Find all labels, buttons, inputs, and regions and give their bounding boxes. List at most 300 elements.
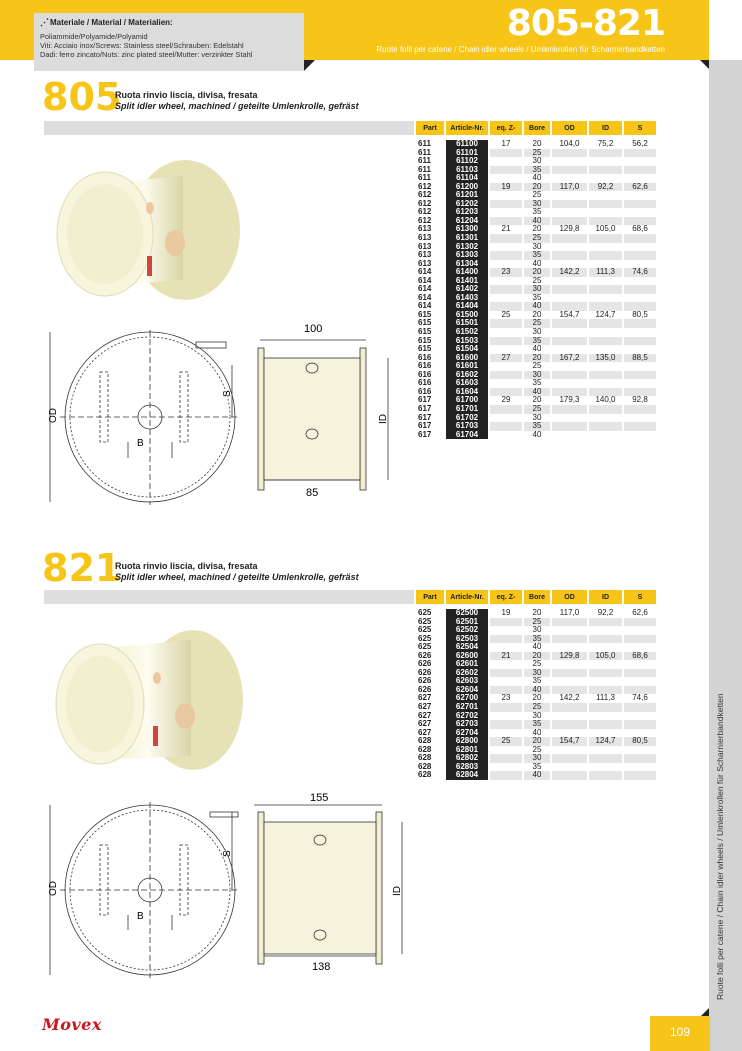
sidebar: [709, 60, 742, 1051]
bore-cell: 35: [532, 207, 542, 217]
od-cell: [552, 371, 587, 380]
sidebar-text: Ruote folli per catene / Chain idler wheels / Umlenkrollen für Scharnierbandketten: [715, 693, 725, 1000]
article-cell: 61503: [446, 337, 488, 346]
article-cell: 61702: [446, 414, 488, 423]
id-cell: [589, 379, 622, 388]
s-cell: [624, 771, 656, 780]
bore-cell: 35: [524, 720, 550, 729]
id-cell: [589, 149, 622, 158]
eq-z-cell: [490, 720, 522, 729]
width-bottom-label: 85: [306, 487, 319, 499]
id-cell: [589, 712, 622, 721]
id-label: ID: [392, 886, 403, 896]
article-cell: 61602: [446, 371, 488, 380]
part-cell: 627: [418, 702, 432, 712]
part-cell: 626: [418, 676, 432, 686]
bore-cell: 30: [524, 754, 550, 763]
bore-cell: 25: [524, 618, 550, 627]
s-cell: 80,5: [632, 309, 648, 319]
bore-cell: 20: [532, 224, 542, 234]
section-bar: [44, 590, 414, 604]
bore-cell: 20: [532, 608, 542, 617]
eq-z-cell: 21: [501, 224, 511, 234]
part-cell: 611: [418, 147, 431, 157]
page-number: 109: [650, 1016, 710, 1051]
article-cell: 61404: [446, 302, 488, 311]
part-cell: 614: [418, 284, 432, 294]
id-cell: [589, 635, 622, 644]
column-header: Bore: [524, 121, 550, 135]
article-cell: 61501: [446, 319, 488, 328]
bore-cell: 40: [532, 173, 542, 183]
od-cell: [552, 677, 587, 686]
table-row: [416, 771, 656, 780]
part-cell: 617: [418, 421, 432, 431]
id-cell: [589, 191, 622, 200]
s-cell: [624, 328, 656, 337]
article-cell: 61700: [446, 396, 488, 405]
id-cell: [589, 626, 622, 635]
column-header: Part: [416, 121, 444, 135]
id-cell: 135,0: [589, 354, 622, 363]
article-cell: 62702: [446, 712, 488, 721]
eq-z-cell: [490, 754, 522, 763]
bore-cell: 30: [532, 412, 542, 422]
s-cell: [624, 703, 656, 712]
section-title-it: Ruota rinvio liscia, divisa, fresata: [115, 561, 258, 571]
article-cell: 61601: [446, 362, 488, 371]
s-cell: [624, 422, 656, 431]
column-header: eq. Z-: [490, 590, 522, 604]
bore-cell: 25: [524, 319, 550, 328]
section-title-en: Split idler wheel, machined / geteilte Umlenkrolle, gefräst: [115, 101, 359, 111]
part-cell: 612: [418, 215, 432, 225]
id-cell: 124,7: [595, 309, 616, 319]
header-subtitle: Ruote folli per catene / Chain idler wheels / Umlenkrollen für Scharnierbandketten: [376, 45, 665, 54]
bore-hole: [165, 230, 185, 256]
od-cell: [552, 149, 587, 158]
materials-line: Viti: Acciaio inox/Screws: Stainless steel/Schrauben: Edelstahl: [40, 41, 244, 50]
id-cell: [589, 431, 622, 440]
id-cell: [589, 677, 622, 686]
s-cell: [624, 660, 656, 669]
id-label: ID: [378, 414, 389, 424]
part-cell: 628: [418, 761, 432, 771]
s-cell: 88,5: [624, 354, 656, 363]
s-cell: 80,5: [624, 737, 656, 746]
width-bottom-label: 138: [312, 961, 331, 973]
eq-z-cell: 21: [490, 652, 522, 661]
bore-cell: 20: [524, 268, 550, 277]
width-top-label: 155: [310, 792, 329, 804]
s-cell: [624, 414, 656, 423]
article-cell: 62701: [446, 703, 488, 712]
bore-cell: 40: [524, 217, 550, 226]
part-cell: 614: [418, 267, 432, 277]
od-cell: [552, 166, 587, 175]
eq-z-cell: 25: [490, 737, 522, 746]
s-cell: [624, 294, 656, 303]
eq-z-cell: [490, 746, 522, 755]
s-cell: [624, 157, 656, 166]
od-cell: 129,8: [559, 224, 580, 234]
eq-z-cell: 25: [501, 309, 511, 319]
bore-cell: 35: [532, 292, 542, 302]
id-cell: 75,2: [597, 139, 614, 148]
od-cell: [552, 422, 587, 431]
id-cell: [589, 771, 622, 780]
od-cell: [552, 754, 587, 763]
table-header-row: [416, 590, 656, 604]
eq-z-cell: [490, 371, 522, 380]
part-cell: 617: [418, 403, 432, 413]
s-cell: 62,6: [624, 183, 656, 192]
od-cell: [552, 414, 587, 423]
article-cell: 61504: [446, 345, 488, 354]
od-cell: [552, 157, 587, 166]
part-cell: 611: [418, 139, 431, 148]
article-cell: 61203: [446, 208, 488, 217]
od-label: OD: [48, 881, 59, 896]
part-cell: 628: [418, 770, 432, 780]
s-cell: 92,8: [632, 395, 648, 405]
id-cell: [589, 371, 622, 380]
od-cell: [552, 362, 587, 371]
part-cell: 625: [418, 625, 432, 635]
od-cell: [552, 191, 587, 200]
product-photo: [45, 148, 245, 318]
article-cell: 61100: [446, 140, 488, 149]
od-cell: 117,0: [552, 183, 587, 192]
eq-z-cell: [490, 157, 522, 166]
bore-cell: 35: [524, 635, 550, 644]
part-cell: 611: [418, 156, 431, 166]
eq-z-cell: 23: [490, 268, 522, 277]
eq-z-cell: [490, 414, 522, 423]
eq-z-cell: [490, 200, 522, 209]
column-header: Part: [416, 590, 444, 604]
od-cell: 167,2: [552, 354, 587, 363]
s-cell: [624, 200, 656, 209]
od-cell: [552, 294, 587, 303]
b-label: B: [137, 911, 144, 922]
eq-z-cell: [490, 328, 522, 337]
part-cell: 614: [418, 292, 432, 302]
id-cell: [589, 337, 622, 346]
s-cell: [624, 371, 656, 380]
bore-cell: 35: [524, 166, 550, 175]
column-header: ID: [589, 590, 622, 604]
id-cell: 92,2: [597, 608, 614, 617]
eq-z-cell: [490, 243, 522, 252]
id-cell: 105,0: [595, 224, 616, 234]
part-cell: 625: [418, 633, 432, 643]
bore-cell: 25: [532, 659, 542, 669]
od-cell: [552, 746, 587, 755]
bore-hole: [175, 703, 195, 729]
part-cell: 617: [418, 429, 432, 439]
part-cell: 613: [418, 224, 432, 234]
s-cell: [624, 431, 656, 440]
article-cell: 61102: [446, 157, 488, 166]
article-cell: 61200: [446, 183, 488, 192]
materials-line: Dadi: ferro zincato/Nuts: zinc plated steel/Mutter: verzinkter Stahl: [40, 50, 253, 59]
id-cell: [589, 763, 622, 772]
article-cell: 62704: [446, 729, 488, 738]
eq-z-cell: [490, 422, 522, 431]
s-cell: [624, 285, 656, 294]
s-cell: 68,6: [624, 652, 656, 661]
materials-title: [40, 17, 173, 28]
technical-drawing: [40, 790, 410, 980]
section-title-it: Ruota rinvio liscia, divisa, fresata: [115, 90, 258, 100]
id-cell: 140,0: [595, 395, 616, 405]
column-header: S: [624, 590, 656, 604]
eq-z-cell: 23: [501, 693, 511, 703]
s-cell: [624, 379, 656, 388]
s-cell: 56,2: [632, 139, 648, 148]
part-cell: 613: [418, 241, 432, 251]
part-cell: 615: [418, 327, 432, 337]
eq-z-cell: 17: [501, 139, 511, 148]
part-cell: 617: [418, 412, 432, 422]
article-cell: 62600: [446, 652, 488, 661]
s-cell: [624, 251, 656, 260]
bore-cell: 25: [524, 405, 550, 414]
article-cell: 61600: [446, 354, 488, 363]
od-cell: 179,3: [559, 395, 580, 405]
eq-z-cell: [490, 285, 522, 294]
s-cell: [624, 166, 656, 175]
part-cell: 616: [418, 361, 432, 371]
bore-cell: 40: [532, 429, 542, 439]
section-number: 805: [42, 75, 122, 119]
column-header: ID: [589, 121, 622, 135]
logo-mark: [147, 256, 152, 276]
part-cell: 625: [418, 608, 432, 617]
part-cell: 613: [418, 258, 432, 268]
id-cell: [589, 669, 622, 678]
eq-z-cell: [490, 191, 522, 200]
column-header: Bore: [524, 590, 550, 604]
eq-z-cell: [490, 771, 522, 780]
bore-cell: 35: [532, 378, 542, 388]
eq-z-cell: [490, 294, 522, 303]
article-cell: 61500: [446, 311, 488, 320]
part-cell: 626: [418, 667, 432, 677]
eq-z-cell: [490, 635, 522, 644]
materials-box: [34, 13, 304, 71]
bore-cell: 35: [532, 676, 542, 686]
od-cell: 142,2: [552, 268, 587, 277]
od-cell: 117,0: [559, 608, 580, 617]
brand-logo: Movex: [42, 1015, 102, 1034]
part-cell: 615: [418, 318, 432, 328]
bore-cell: 40: [524, 302, 550, 311]
part-cell: 615: [418, 309, 432, 319]
od-cell: [552, 771, 587, 780]
part-cell: 614: [418, 301, 432, 311]
part-cell: 615: [418, 344, 432, 354]
technical-drawing: [40, 320, 410, 500]
column-header: eq. Z-: [490, 121, 522, 135]
bore-cell: 35: [532, 761, 542, 771]
eq-z-cell: 29: [501, 395, 511, 405]
part-cell: 614: [418, 275, 432, 285]
bore-cell: 25: [532, 744, 542, 754]
id-cell: [589, 208, 622, 217]
id-cell: [589, 277, 622, 286]
part-cell: 627: [418, 727, 432, 737]
od-cell: [552, 712, 587, 721]
table-row: [416, 431, 656, 440]
s-cell: 74,6: [632, 693, 648, 703]
eq-z-cell: [490, 763, 522, 772]
bore-cell: 30: [532, 625, 542, 635]
bore-cell: 20: [524, 183, 550, 192]
article-cell: 61502: [446, 328, 488, 337]
bore-cell: 30: [532, 710, 542, 720]
bore-cell: 30: [532, 241, 542, 251]
article-cell: 61302: [446, 243, 488, 252]
s-cell: [624, 677, 656, 686]
product-photo: [45, 618, 245, 788]
eq-z-cell: [490, 431, 522, 440]
id-cell: [589, 746, 622, 755]
eq-z-cell: [490, 660, 522, 669]
part-cell: 612: [418, 207, 432, 217]
od-cell: [552, 618, 587, 627]
bore-cell: 30: [532, 156, 542, 166]
od-cell: [552, 379, 587, 388]
eq-z-cell: [490, 166, 522, 175]
od-cell: [552, 660, 587, 669]
part-cell: 611: [418, 164, 431, 174]
id-cell: [589, 660, 622, 669]
id-cell: [589, 200, 622, 209]
article-cell: 61403: [446, 294, 488, 303]
s-cell: [624, 626, 656, 635]
s-cell: 62,6: [632, 608, 648, 617]
part-cell: 625: [418, 642, 432, 652]
id-cell: [589, 414, 622, 423]
od-cell: 129,8: [552, 652, 587, 661]
od-cell: [552, 277, 587, 286]
eq-z-cell: [490, 337, 522, 346]
od-cell: [552, 208, 587, 217]
bore-cell: 40: [532, 642, 542, 652]
eq-z-cell: [490, 712, 522, 721]
article-cell: 61101: [446, 149, 488, 158]
id-cell: [589, 157, 622, 166]
bore-cell: 20: [532, 309, 542, 319]
materials-corner: [304, 60, 315, 71]
part-cell: 613: [418, 233, 432, 243]
id-cell: [589, 243, 622, 252]
spec-table: [414, 590, 658, 780]
bore-cell: 40: [532, 344, 542, 354]
bore-cell: 25: [524, 703, 550, 712]
bore-cell: 40: [532, 727, 542, 737]
s-cell: [624, 720, 656, 729]
s-cell: [624, 277, 656, 286]
eq-z-cell: [490, 208, 522, 217]
part-cell: 627: [418, 693, 432, 703]
s-cell: [624, 191, 656, 200]
part-cell: 626: [418, 650, 432, 660]
article-cell: 61204: [446, 217, 488, 226]
bore-cell: 30: [524, 285, 550, 294]
article-cell: 62703: [446, 720, 488, 729]
part-cell: 616: [418, 369, 432, 379]
part-cell: 626: [418, 684, 432, 694]
section-bar: [44, 121, 414, 135]
article-cell: 61300: [446, 225, 488, 234]
eq-z-cell: 19: [501, 608, 511, 617]
article-cell: 62803: [446, 763, 488, 772]
part-cell: 616: [418, 378, 432, 388]
id-cell: 124,7: [589, 737, 622, 746]
section-number: 821: [42, 546, 122, 590]
s-label: S: [222, 850, 233, 857]
article-cell: 61604: [446, 388, 488, 397]
id-cell: 111,3: [596, 693, 615, 703]
eq-z-cell: [490, 669, 522, 678]
article-cell: 62501: [446, 618, 488, 627]
id-cell: 92,2: [589, 183, 622, 192]
part-cell: 615: [418, 335, 432, 345]
bore-cell: 40: [524, 771, 550, 780]
eq-z-cell: [490, 277, 522, 286]
column-header: Article-Nr.: [446, 121, 488, 135]
bore-cell: 25: [524, 234, 550, 243]
article-cell: 61301: [446, 234, 488, 243]
id-cell: [589, 422, 622, 431]
bore-cell: 20: [532, 395, 542, 405]
article-cell: 62601: [446, 660, 488, 669]
s-cell: [624, 712, 656, 721]
part-cell: 612: [418, 190, 432, 200]
od-label: OD: [48, 408, 59, 423]
bore-cell: 40: [524, 388, 550, 397]
s-cell: [624, 362, 656, 371]
od-cell: [552, 626, 587, 635]
eq-z-cell: [490, 319, 522, 328]
eq-z-cell: [490, 362, 522, 371]
bore-cell: 20: [524, 737, 550, 746]
column-header: S: [624, 121, 656, 135]
part-cell: 611: [418, 173, 431, 183]
wheel-face: [66, 656, 134, 752]
article-cell: 61103: [446, 166, 488, 175]
article-cell: 62800: [446, 737, 488, 746]
article-cell: 62700: [446, 694, 488, 703]
id-cell: [589, 362, 622, 371]
header-corner: [700, 60, 709, 69]
section-title-en: Split idler wheel, machined / geteilte Umlenkrolle, gefräst: [115, 572, 359, 582]
bore-cell: 40: [532, 258, 542, 268]
spec-table: [414, 121, 658, 439]
s-cell: [624, 635, 656, 644]
bore-cell: 25: [532, 275, 542, 285]
od-cell: [552, 337, 587, 346]
s-cell: [624, 669, 656, 678]
bore-cell: 25: [532, 190, 542, 200]
od-cell: [552, 635, 587, 644]
article-cell: 61104: [446, 174, 488, 183]
logo-mark: [153, 726, 158, 746]
screw-hole: [153, 672, 161, 684]
